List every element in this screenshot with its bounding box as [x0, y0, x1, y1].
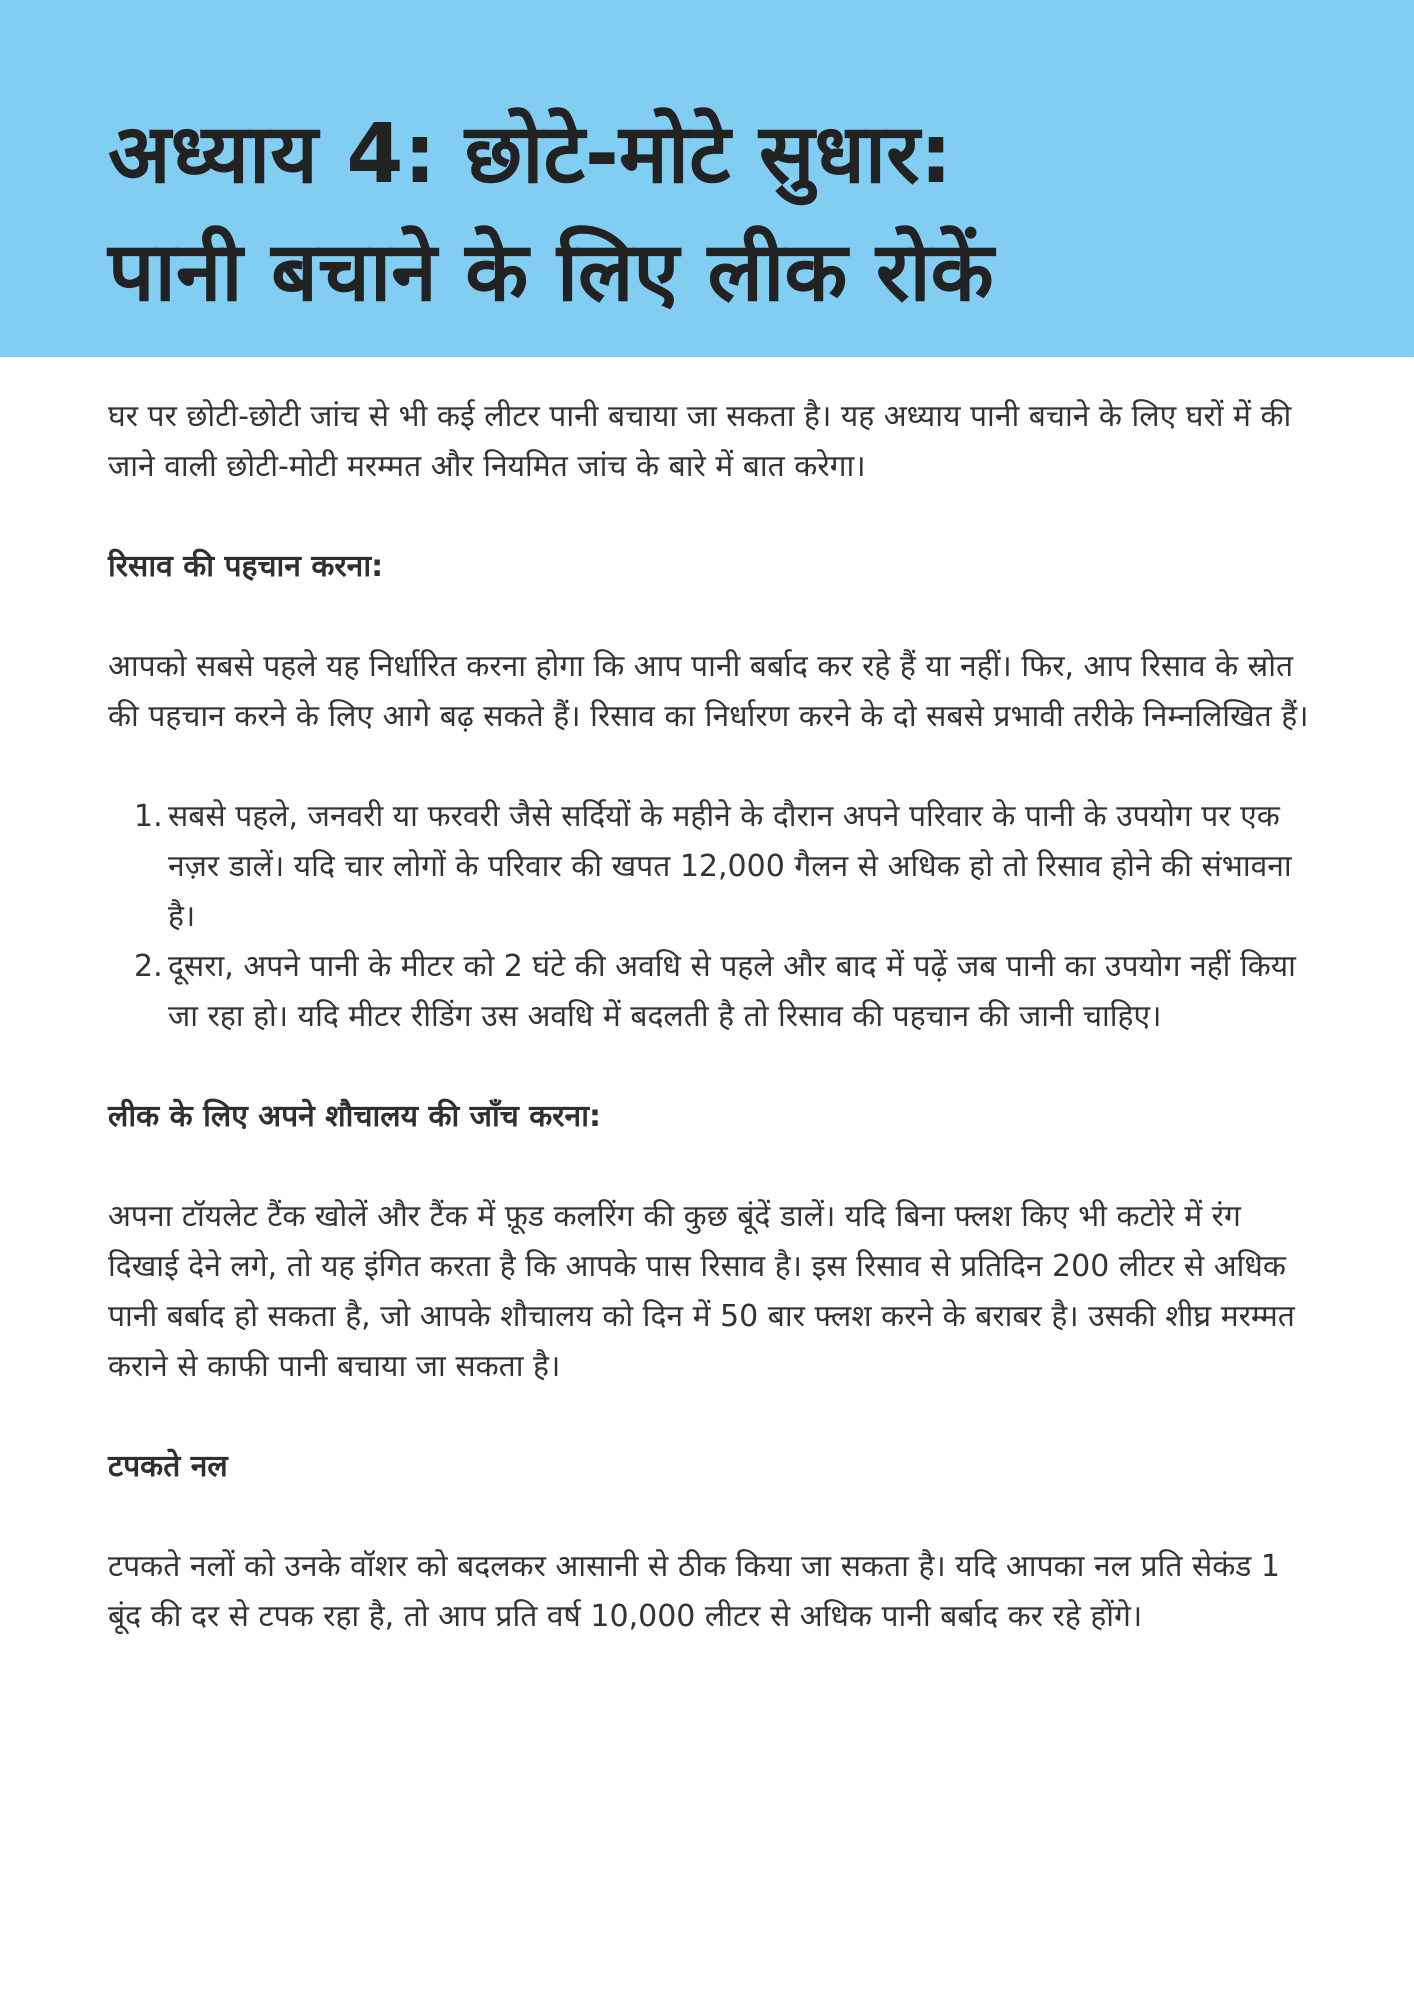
spacer	[108, 1492, 1313, 1542]
leak-identification-paragraph: आपको सबसे पहले यह निर्धारित करना होगा कि आप पानी बर्बाद कर रहे हैं या नहीं। फिर, आप रिसाव के स्रोत की पहचान करने के लिए आगे बढ़ सकते हैं। रिसाव का निर्धारण करने के दो सबसे प्रभावी तरीके निम्नलिखित हैं।	[108, 649, 1309, 734]
chapter-title-line-2: पानी बचाने के लिए लीक रोकें	[108, 225, 994, 320]
list-item-text: दूसरा, अपने पानी के मीटर को 2 घंटे की अवधि से पहले और बाद में पढ़ें जब पानी का उपयोग नहीं किया जा रहा हो। यदि मीटर रीडिंग उस अवधि में बदलती है तो रिसाव की पहचान की जानी चाहिए।	[168, 949, 1296, 1034]
section-heading-dripping-taps: टपकते नल	[108, 1449, 228, 1484]
section-heading-toilet-check: लीक के लिए अपने शौचालय की जाँच करना:	[108, 1099, 601, 1134]
spacer	[108, 742, 1313, 792]
section-heading-leak-identification: रिसाव की पहचान करना:	[108, 549, 384, 584]
spacer	[108, 1142, 1313, 1192]
spacer	[108, 492, 1313, 542]
spacer	[108, 1042, 1313, 1092]
spacer	[108, 592, 1313, 642]
list-item	[108, 942, 1313, 1042]
leak-methods-list	[108, 792, 1313, 1042]
intro-paragraph: घर पर छोटी-छोटी जांच से भी कई लीटर पानी बचाया जा सकता है। यह अध्याय पानी बचाने के लिए घरों में की जाने वाली छोटी-मोटी मरम्मत और नियमित जांच के बारे में बात करेगा।	[108, 399, 1292, 484]
list-item-text: सबसे पहले, जनवरी या फरवरी जैसे सर्दियों के महीने के दौरान अपने परिवार के पानी के उपयोग पर एक नज़र डालें। यदि चार लोगों के परिवार की खपत 12,000 गैलन से अधिक हो तो रिसाव होने की संभावना है।	[168, 799, 1292, 934]
list-item-number: 2.	[134, 949, 163, 984]
dripping-taps-paragraph: टपकते नलों को उनके वॉशर को बदलकर आसानी से ठीक किया जा सकता है। यदि आपका नल प्रति सेकंड 1 बूंद की दर से टपक रहा है, तो आप प्रति वर्ष 10,000 लीटर से अधिक पानी बर्बाद कर रहे होंगे।	[108, 1549, 1280, 1634]
chapter-title-line-1: अध्याय 4: छोटे-मोटे सुधार:	[108, 107, 953, 202]
chapter-title	[108, 96, 1348, 332]
toilet-check-paragraph: अपना टॉयलेट टैंक खोलें और टैंक में फ़ूड कलरिंग की कुछ बूंदें डालें। यदि बिना फ्लश किए भी कटोरे में रंग दिखाई देने लगे, तो यह इंगित करता है कि आपके पास रिसाव है। इस रिसाव से प्रतिदिन 200 लीटर से अधिक पानी बर्बाद हो सकता है, जो आपके शौचालय को दिन में 50 बार फ्लश करने के बराबर है। उसकी शीघ्र मरम्मत कराने से काफी पानी बचाया जा सकता है।	[108, 1199, 1295, 1384]
chapter-body	[108, 392, 1313, 1642]
chapter-header-band	[0, 0, 1414, 357]
list-item	[108, 792, 1313, 942]
list-item-number: 1.	[134, 799, 163, 834]
spacer	[108, 1392, 1313, 1442]
